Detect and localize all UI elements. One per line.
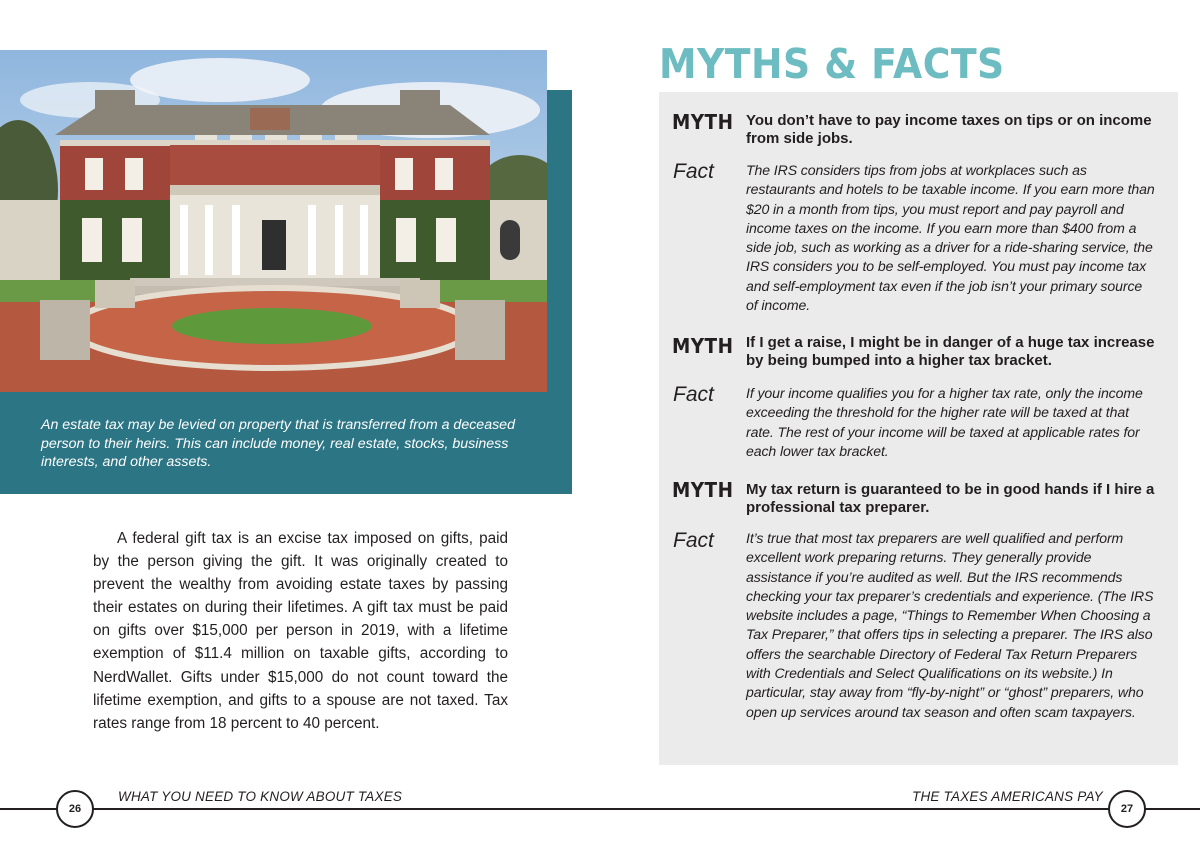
page-number-left: 26 bbox=[56, 790, 94, 828]
section-title: MYTHS & FACTS bbox=[659, 40, 1005, 88]
body-paragraph: A federal gift tax is an excise tax imposed on gifts, paid by the person giving the gift. It was originally created to prevent the wealthy from avoiding estate taxes by passing their estates on during their lifetimes. A gift tax must be paid on gifts over $15,000 per person in 2019, with a lifetime exemption of $11.4 million on taxable gifts, according to NerdWallet. Gifts under $15,000 do not count toward the lifetime exemption, and gifts to a spouse are not taxed. Tax rates range from 18 percent to 40 percent. bbox=[93, 530, 508, 732]
fact-tag: Fact bbox=[673, 383, 714, 406]
fact-tag: Fact bbox=[673, 160, 714, 183]
fact-statement-1: The IRS considers tips from jobs at workplaces such as restaurants and hotels to be taxable income. If you earn more than $20 in a month from tips, you must report and pay payroll and income taxes on the income. If you earn more than $400 from a side job, such as working as a driver for a ride-sharing service, the IRS considers you to be self-employed. You must pay income tax and self-employment tax even if the job isn’t your primary source of income. bbox=[746, 162, 1155, 314]
running-head-right: THE TAXES AMERICANS PAY bbox=[912, 789, 1103, 804]
estate-mansion-photo bbox=[0, 50, 547, 392]
fact-statement-3: It’s true that most tax preparers are well qualified and perform excellent work preparing returns. They generally provide assistance if you’re audited as well. But the IRS recommends checking your tax preparer’s credentials and experience. (The IRS website includes a page, “Things to Remember When Choosing a Tax Preparer,” that offers tips in selecting a preparer. The IRS also offers the searchable Directory of Federal Tax Return Preparers with Credentials and Select Qualifications on its website.) In particular, stay away from “fly-by-night” or “ghost” preparers, who open up services around tax season and often scam taxpayers. bbox=[746, 530, 1154, 720]
photo-caption: An estate tax may be levied on property that is transferred from a deceased person to their heirs. This can include money, real estate, stocks, business interests, and other assets. bbox=[41, 417, 515, 470]
fact-statement-2: If your income qualifies you for a higher tax rate, only the income exceeding the threshold for the higher rate will be taxed at that rate. The rest of your income will be taxed at applicable rates for each lower tax bracket. bbox=[746, 385, 1143, 459]
myth-statement-3: My tax return is guaranteed to be in good hands if I hire a professional tax preparer. bbox=[746, 481, 1155, 516]
myth-statement-1: You don’t have to pay income taxes on tips or on income from side jobs. bbox=[746, 112, 1152, 147]
page-number-right: 27 bbox=[1108, 790, 1146, 828]
running-head-left: WHAT YOU NEED TO KNOW ABOUT TAXES bbox=[118, 789, 403, 804]
myth-tag: MYTH bbox=[672, 334, 734, 358]
fact-tag: Fact bbox=[673, 529, 714, 552]
footer-rule bbox=[0, 808, 1200, 810]
myth-statement-2: If I get a raise, I might be in danger of a huge tax increase by being bumped into a higher tax bracket. bbox=[746, 334, 1155, 369]
myth-tag: MYTH bbox=[672, 478, 734, 502]
myth-tag: MYTH bbox=[672, 110, 734, 134]
